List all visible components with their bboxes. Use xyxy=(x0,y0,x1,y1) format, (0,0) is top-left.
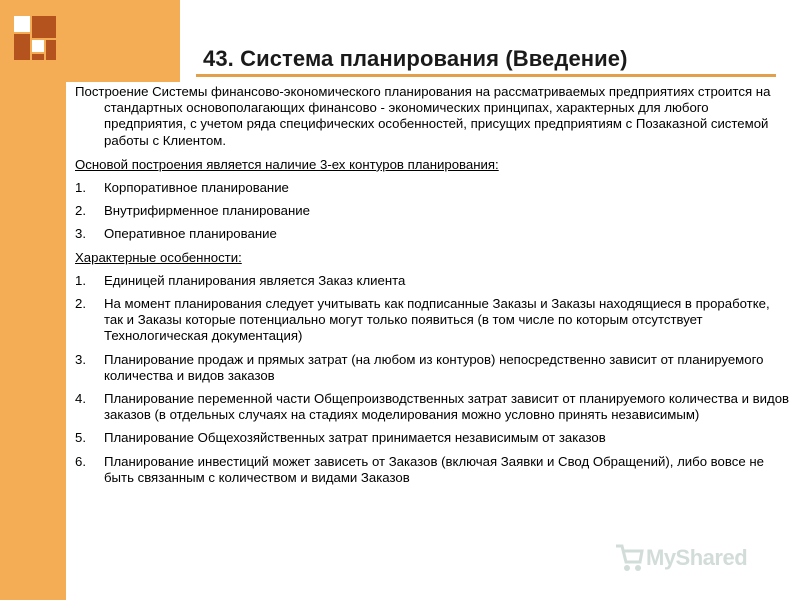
list-item-number: 2. xyxy=(75,203,86,219)
logo-squares-icon xyxy=(14,16,56,60)
title-underline-rule xyxy=(196,74,776,77)
list-item xyxy=(75,391,791,423)
cart-icon xyxy=(614,542,644,574)
watermark xyxy=(612,540,772,576)
list-item-text: Единицей планирования является Заказ клиента xyxy=(104,272,406,288)
list-item-number: 4. xyxy=(75,391,86,407)
list-item-number: 3. xyxy=(75,226,86,242)
list-item xyxy=(75,454,791,486)
list-item xyxy=(75,273,791,289)
list-item-number: 1. xyxy=(75,272,86,288)
list-item xyxy=(75,226,791,242)
list-item-text: На момент планирования следует учитывать как подписанные Заказы и Заказы находящиеся в проработке, так и Заказы которые потенциально могут только появиться (в том числе по которым отсутствует Технологическая документация) xyxy=(104,296,770,344)
list-item-text: Планирование Общехозяйственных затрат принимается независимым от заказов xyxy=(104,430,606,446)
list-item-text: Корпоративное планирование xyxy=(104,180,289,196)
slide-title: 43. Система планирования (Введение) xyxy=(203,46,628,71)
header-accent-block xyxy=(66,0,180,82)
list-item-number: 3. xyxy=(75,351,86,367)
list-item-number: 6. xyxy=(75,453,86,469)
list-item-text: Внутрифирменное планирование xyxy=(104,203,310,219)
list-item-number: 5. xyxy=(75,430,86,446)
list-item-number: 2. xyxy=(75,296,86,312)
watermark-text: MyShared xyxy=(646,545,748,570)
list-item xyxy=(75,430,791,446)
list-item-number: 1. xyxy=(75,180,86,196)
list-item-text: Планирование продаж и прямых затрат (на любом из контуров) непосредственно зависит от планируемого количества и видов заказов xyxy=(104,351,764,383)
section-heading-features: Характерные особенности: xyxy=(75,249,242,265)
list-item-text: Планирование переменной части Общепроизводственных затрат зависит от планируемого количества и видов заказов (в отдельных случаях на стадиях моделирования можно условно принять независимым) xyxy=(104,391,790,423)
slide-content xyxy=(75,84,791,493)
contours-list xyxy=(75,180,791,243)
list-item-text: Оперативное планирование xyxy=(104,226,277,242)
features-list xyxy=(75,273,791,486)
list-item-text: Планирование инвестиций может зависеть от Заказов (включая Заявки и Свод Обращений), либо вовсе не быть связанным с количеством и видами Заказов xyxy=(104,453,764,485)
list-item xyxy=(75,352,791,384)
left-sidebar-band xyxy=(0,0,66,600)
section-heading-contours: Основой построения является наличие 3-ех контуров планирования: xyxy=(75,156,499,172)
list-item xyxy=(75,203,791,219)
intro-paragraph: Построение Системы финансово-экономического планирования на рассматриваемых предприятиях строится на стандартных основополагающих финансово - экономических принципах, характерных для любого предприятия, с учетом ряда специфических особенностей, присущих предприятиям с Позаказной системой работы с Клиентом. xyxy=(75,84,771,148)
list-item xyxy=(75,180,791,196)
list-item xyxy=(75,296,791,345)
